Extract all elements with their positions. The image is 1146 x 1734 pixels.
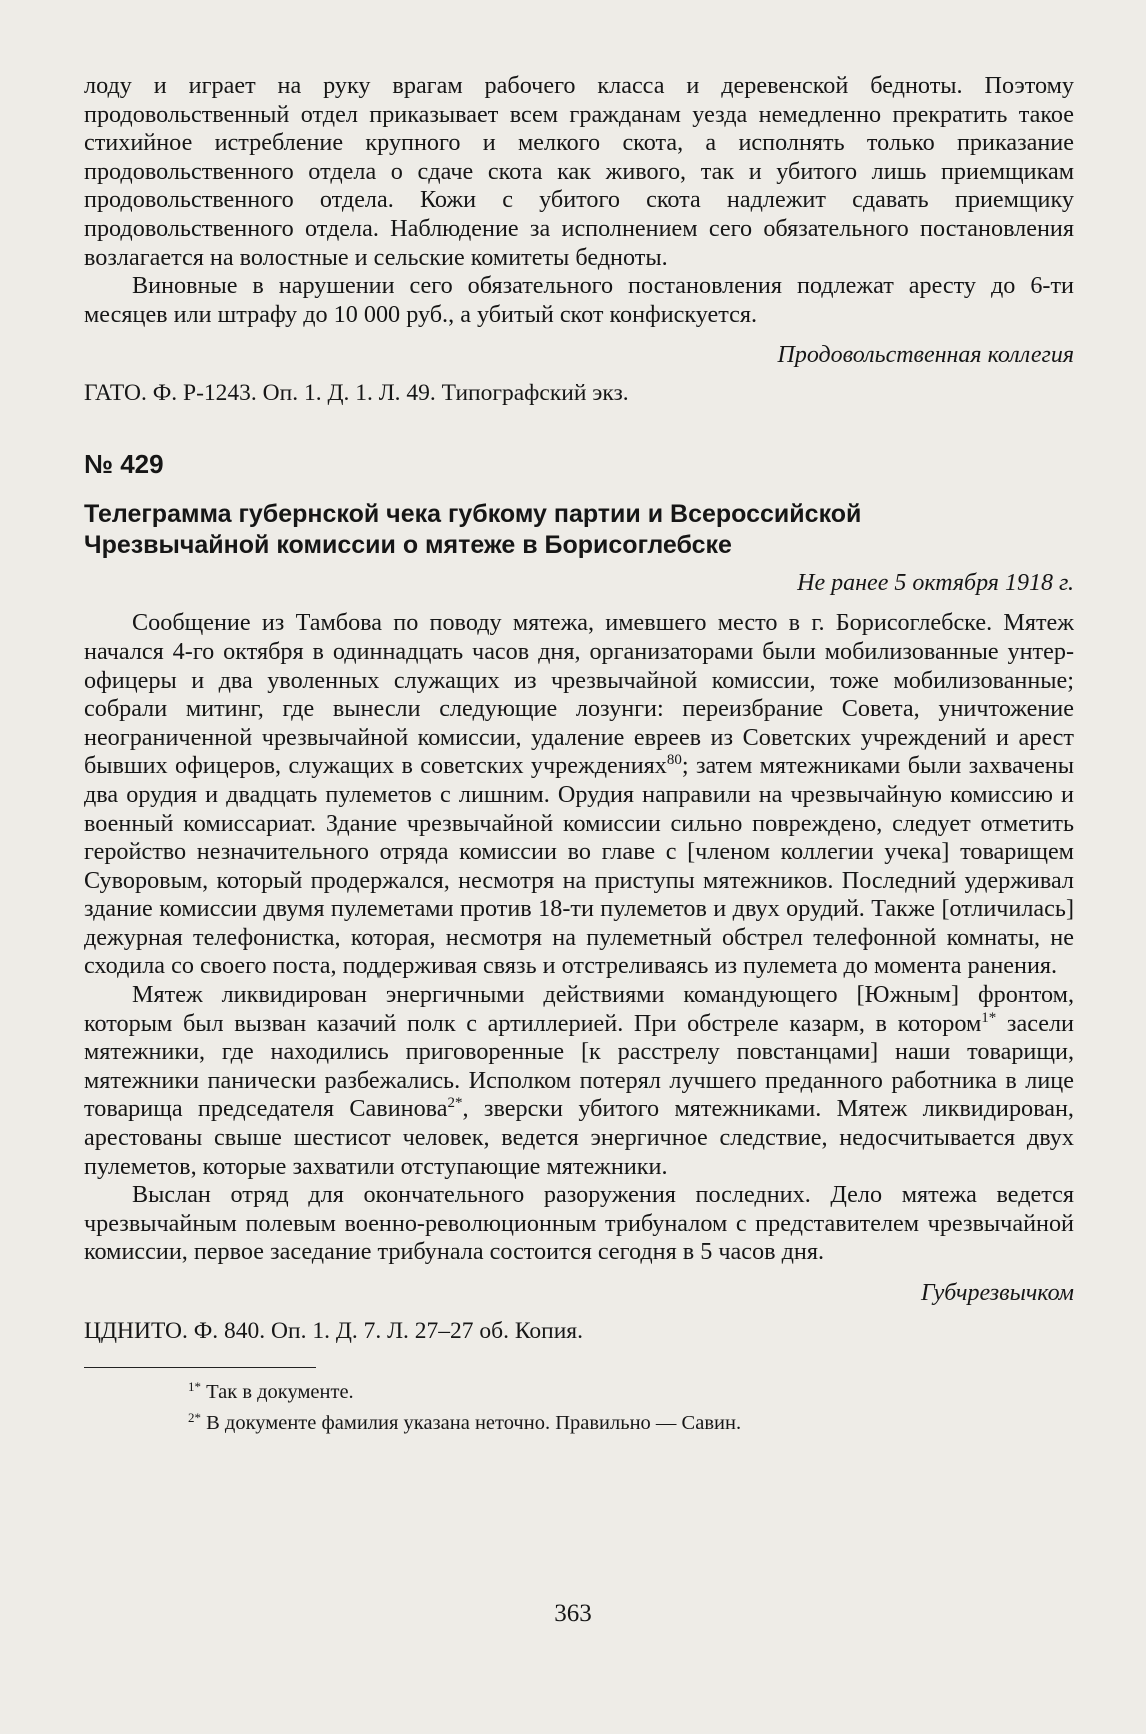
continuation-paragraph: лоду и играет на руку врагам рабочего класса и деревенской бедноты. Поэтому продовольственный отдел приказывает всем гражданам уезда немедленно прекратить такое стихийное истребление крупного и мелкого скота, а исполнять только приказание продовольственного отдела о сдаче скота как живого, так и убитого лишь приемщикам продовольственного отдела. Кожи с убитого скота надлежит сдавать приемщику продовольственного отдела. Наблюдение за исполнением сего обязательного постановления возлагается на волостные и сельские комитеты бедноты.	[84, 72, 1074, 271]
footnote-ref-1: 1*	[981, 1009, 997, 1026]
telegram-paragraph-3: Выслан отряд для окончательного разоружения последних. Дело мятежа ведется чрезвычайным полевым военно-революционным трибуналом с представителем чрезвычайной комиссии, первое заседание трибунала состоится сегодня в 5 часов дня.	[84, 1181, 1074, 1266]
archive-source-1: ГАТО. Ф. Р-1243. Оп. 1. Д. 1. Л. 49. Типографский экз.	[84, 380, 629, 407]
archive-source-2: ЦДНИТО. Ф. 840. Оп. 1. Д. 7. Л. 27–27 об. Копия.	[84, 1318, 583, 1344]
endnote-ref-80: 80	[666, 752, 682, 769]
footnote-divider	[84, 1367, 316, 1368]
signature-gubcheka: Губчрезвычком	[920, 1280, 1074, 1306]
document-number: № 429	[84, 449, 164, 480]
page-number: 363	[554, 1600, 592, 1627]
telegram-p2-text-a: Мятеж ликвидирован энергичными действиями командующего [Южным] фронтом, которым был вызван казачий полк с артиллерией. При обстреле казарм, в котором	[84, 981, 1074, 1037]
telegram-p1-text-b: ; затем мятежниками были захвачены два орудия и двадцать пулеметов с лишним. Орудия направили на чрезвычайную комиссию и военный комиссариат. Здание чрезвычайной комиссии сильно повреждено, следует отметить геройство незначительного отряда комиссии во главе с [членом коллегии учека] товарищем Суворовым, который продержался, несмотря на приступы мятежников. Последний удерживал здание комиссии двумя пулеметами против 18-ти пулеметов и двух орудий. Также [отличилась] дежурная телефонистка, которая, несмотря на пулеметный обстрел телефонной комнаты, не сходила со своего поста, поддерживая связь и отстреливаясь из пулемета до момента ранения.	[84, 752, 1075, 980]
footnote-2-mark: 2*	[188, 1410, 201, 1425]
footnote-2	[84, 1405, 1074, 1436]
telegram-p1-text-a: Сообщение из Тамбова по поводу мятежа, имевшего место в г. Борисоглебске. Мятеж начался 4-го октября в одиннадцать часов дня, организаторами были мобилизованные унтер-офицеры и два уволенных служащих из чрезвычайной комиссии, тоже мобилизованные; собрали митинг, где вынесли следующие лозунги: переизбрание Совета, уничтожение неограниченной чрезвычайной комиссии, удаление евреев из Советских учреждений и арест бывших офицеров, служащих в советских учреждениях	[84, 609, 1074, 780]
penalty-paragraph: Виновные в нарушении сего обязательного постановления подлежат аресту до 6-ти месяцев или штрафу до 10 000 руб., а убитый скот конфискуется.	[84, 272, 1074, 328]
telegram-paragraph-2	[84, 981, 1074, 1181]
document-title: Телеграмма губернской чека губкому партии и Всероссийской Чрезвычайной комиссии о мятеже в Борисоглебске	[84, 500, 862, 560]
telegram-p2-text-c: , зверски убитого мятежниками. Мятеж ликвидирован, арестованы свыше шестисот человек, ведется энергичное следствие, недосчитывается двух пулеметов, которые захватили отступающие мятежники.	[84, 1095, 1074, 1180]
footnote-ref-2: 2*	[447, 1095, 463, 1112]
document-date: Не ранее 5 октября 1918 г.	[797, 570, 1074, 597]
footnote-1-text: Так в документе.	[206, 1381, 354, 1403]
signature-prodcollegium: Продовольственная коллегия	[777, 342, 1074, 369]
footnote-2-text: В документе фамилия указана неточно. Правильно — Савин.	[206, 1412, 742, 1434]
telegram-paragraph-1	[84, 609, 1074, 981]
telegram-p2-text-b: засели мятежники, где находились приговоренные [к расстрелу повстанцами] наши товарищи, мятежники панически разбежались. Исполком потерял лучшего преданного работника в лице товарища председателя Савинова	[84, 1009, 1075, 1123]
footnote-1-mark: 1*	[188, 1379, 201, 1394]
footnote-1	[84, 1374, 1074, 1405]
